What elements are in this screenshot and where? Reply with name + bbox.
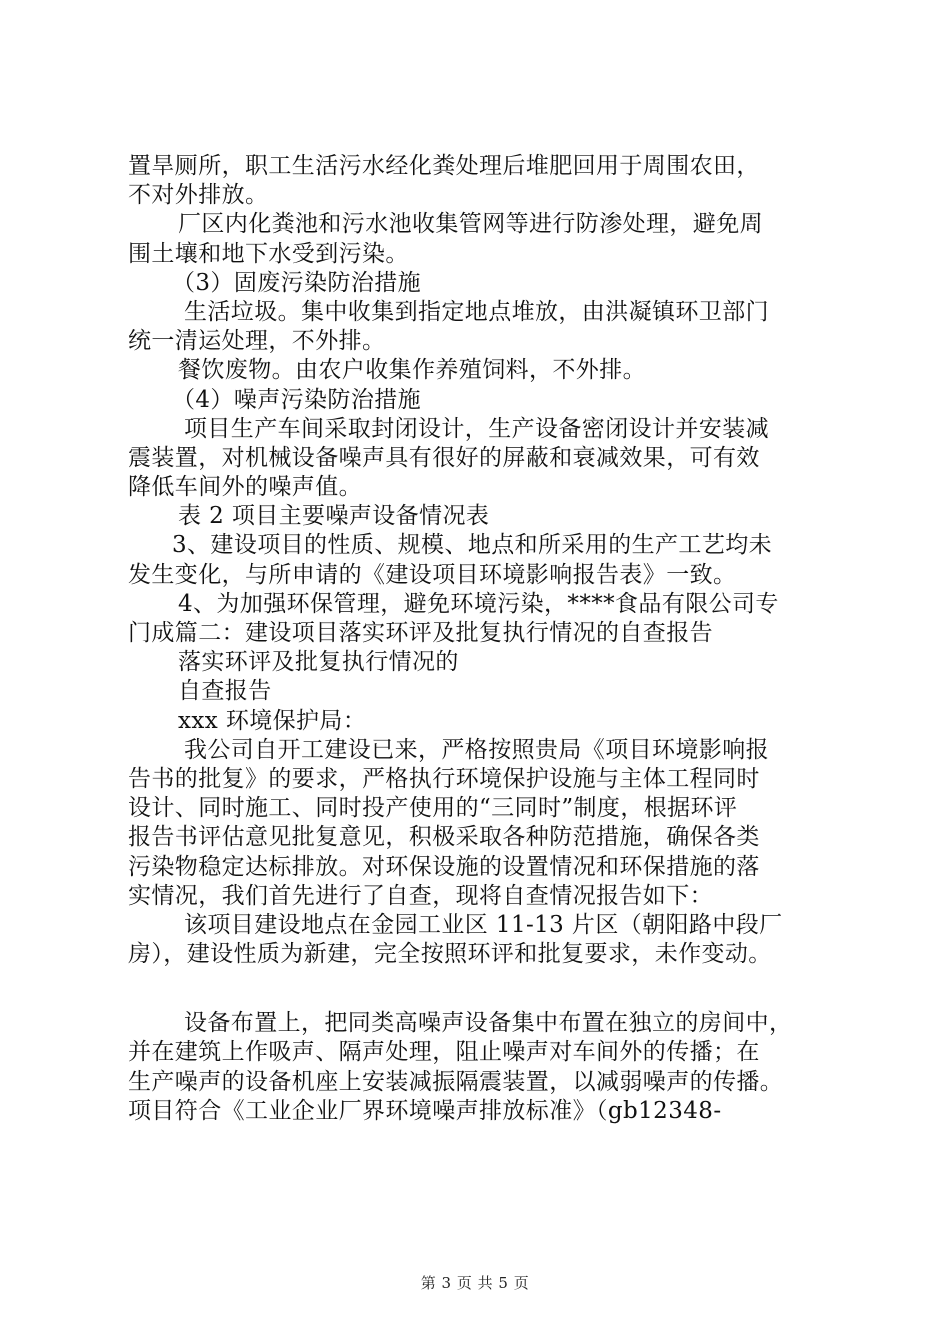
paragraph-line: 并在建筑上作吸声、隔声处理，阻止噪声对车间外的传播；在 — [128, 1039, 760, 1066]
table-caption: 表 2 项目主要噪声设备情况表 — [178, 503, 490, 530]
report-title: 落实环评及批复执行情况的 — [178, 649, 459, 676]
paragraph-line: 房），建设性质为新建，完全按照环评和批复要求，未作变动。 — [128, 941, 772, 968]
paragraph-line: 降低车间外的噪声值。 — [128, 474, 362, 501]
paragraph-line: 项目生产车间采取封闭设计，生产设备密闭设计并安装减 — [184, 415, 769, 442]
paragraph-line: 围土壤和地下水受到污染。 — [128, 240, 409, 267]
page-number-footer: 第 3 页 共 5 页 — [420, 1274, 530, 1292]
document-body — [128, 152, 850, 1126]
paragraph-line: 门成篇二：建设项目落实环评及批复执行情况的自查报告 — [128, 620, 713, 646]
paragraph-line: 项目符合《工业企业厂界环境噪声排放标准》（gb12348- — [128, 1097, 722, 1124]
paragraph-line: 餐饮废物。由农户收集作养殖饲料，不外排。 — [178, 357, 646, 384]
salutation: xxx 环境保护局： — [178, 707, 367, 734]
paragraph-line: 实情况，我们首先进行了自查，现将自查情况报告如下： — [128, 882, 713, 909]
paragraph-line: 该项目建设地点在金园工业区 11-13 片区（朝阳路中段厂 — [184, 911, 783, 938]
paragraph-line: 设备布置上，把同类高噪声设备集中布置在独立的房间中， — [184, 1010, 793, 1037]
section-heading: （3）固废污染防治措施 — [172, 269, 422, 296]
paragraph-line: 设计、同时施工、同时投产使用的“三同时”制度，根据环评 — [128, 795, 738, 822]
paragraph-line: 生产噪声的设备机座上安装减振隔震装置，以减弱噪声的传播。 — [128, 1068, 784, 1095]
paragraph-line: 报告书评估意见批复意见，积极采取各种防范措施，确保各类 — [128, 824, 760, 851]
paragraph-line: 告书的批复》的要求，严格执行环境保护设施与主体工程同时 — [128, 765, 760, 792]
report-title: 自查报告 — [178, 678, 272, 705]
paragraph-line: 厂区内化粪池和污水池收集管网等进行防渗处理，避免周 — [178, 211, 763, 238]
paragraph-line: 我公司自开工建设已来，严格按照贵局《项目环境影响报 — [184, 736, 769, 763]
paragraph-line: 震装置，对机械设备噪声具有很好的屏蔽和衰减效果，可有效 — [128, 444, 760, 471]
paragraph-line: 置旱厕所，职工生活污水经化粪处理后堆肥回用于周围农田， — [128, 153, 760, 179]
paragraph-line: 生活垃圾。集中收集到指定地点堆放，由洪凝镇环卫部门 — [184, 298, 769, 325]
paragraph-line: 4、为加强环保管理，避免环境污染，****食品有限公司专 — [178, 590, 779, 617]
paragraph-gap — [128, 969, 850, 1009]
paragraph-line: 统一清运处理，不外排。 — [128, 328, 386, 355]
paragraph-line: 污染物稳定达标排放。对环保设施的设置情况和环保措施的落 — [128, 853, 760, 880]
paragraph-line: 发生变化，与所申请的《建设项目环境影响报告表》一致。 — [128, 561, 737, 588]
section-heading: （4）噪声污染防治措施 — [172, 386, 422, 413]
paragraph-line: 3、建设项目的性质、规模、地点和所采用的生产工艺均未 — [172, 532, 773, 559]
paragraph-line: 不对外排放。 — [128, 182, 269, 209]
